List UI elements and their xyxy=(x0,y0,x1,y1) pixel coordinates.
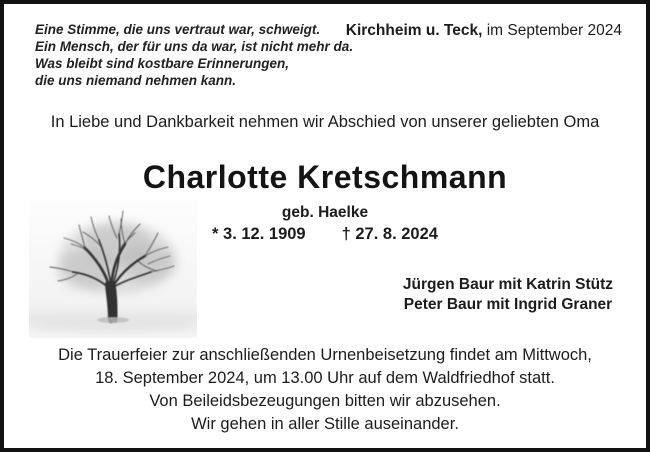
winter-tree-image xyxy=(29,200,197,338)
funeral-details xyxy=(4,344,646,436)
dateline xyxy=(346,22,622,40)
poem-line: Was bleibt sind kostbare Erinnerungen, xyxy=(35,56,290,71)
details-line: Wir gehen in aller Stille auseinander. xyxy=(191,415,459,433)
details-line: Die Trauerfeier zur anschließenden Urnenbeisetzung findet am Mittwoch, xyxy=(58,346,592,364)
poem-line: Eine Stimme, die uns vertraut war, schweigt. xyxy=(35,22,321,37)
mourner-line: Jürgen Baur mit Katrin Stütz xyxy=(402,276,614,293)
poem-line: die uns niemand nehmen kann. xyxy=(35,73,237,88)
dateline-date: im September 2024 xyxy=(482,22,622,39)
poem-line: Ein Mensch, der für uns da war, ist nicht mehr da. xyxy=(35,39,354,54)
maiden-name: geb. Haelke xyxy=(281,204,369,221)
death-date: † 27. 8. 2024 xyxy=(341,225,438,243)
dateline-place: Kirchheim u. Teck, xyxy=(345,22,483,39)
deceased-name: Charlotte Kretschmann xyxy=(142,159,508,195)
mourners xyxy=(382,275,634,315)
details-line: 18. September 2024, um 13.00 Uhr auf dem Waldfriedhof statt. xyxy=(95,369,555,387)
winter-tree-svg xyxy=(29,200,197,338)
details-line: Von Beileidsbezeugungen bitten wir abzusehen. xyxy=(149,392,501,410)
poem xyxy=(35,21,353,89)
birth-date: * 3. 12. 1909 xyxy=(212,225,306,243)
intro-line: In Liebe und Dankbarkeit nehmen wir Abschied von unserer geliebten Oma xyxy=(50,113,600,131)
mourner-line: Peter Baur mit Ingrid Graner xyxy=(403,296,613,313)
